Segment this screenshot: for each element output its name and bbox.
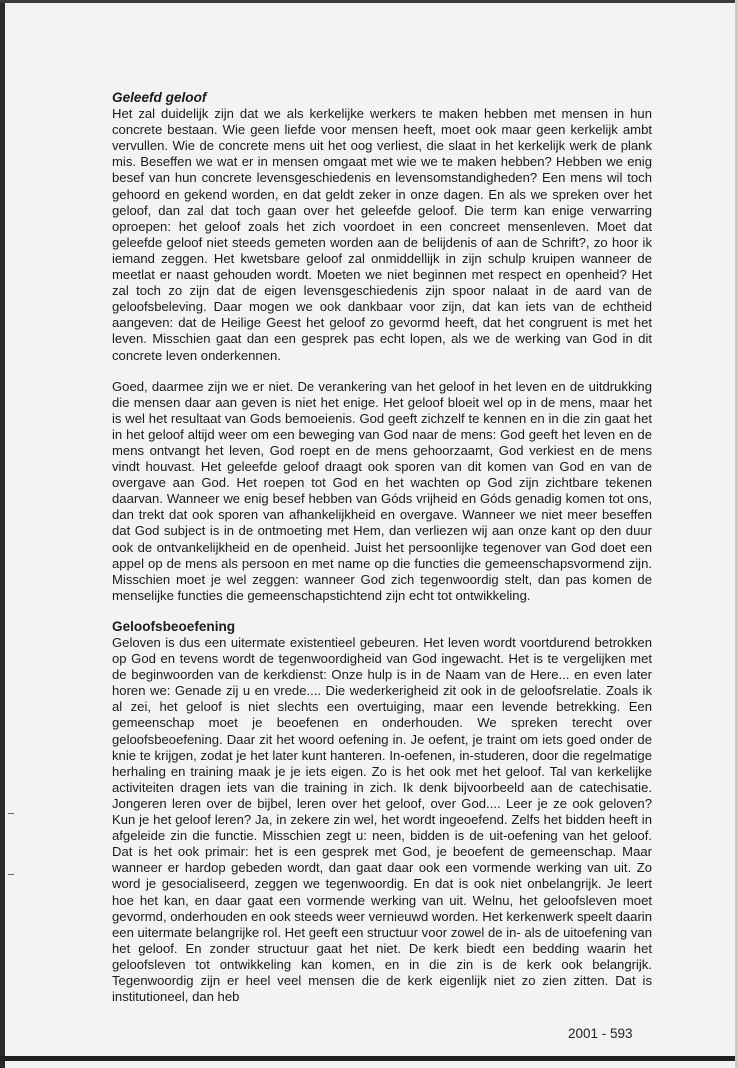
paragraph: Het zal duidelijk zijn dat we als kerkelijke werkers te maken hebben met mensen in hun concrete bestaan. Wie geen liefde voor mensen heeft, moet ook maar geen kerkelijk ambt vervullen. Wie de concrete mens uit het oog verliest, die slaat in het kerkelijk werk de plank mis. Beseffen we wat er in mensen omgaat met wie we te maken hebben? Hebben we enig besef van hun concrete levensgeschiedenis en levensomstandigheden? Een mens wil toch gehoord en gekend worden, en dat geldt zeker in onze dagen. En als we spreken over het geloof, dan zal dat toch gaan over het geleefde geloof. Die term kan enige verwarring oproepen: het geloof zoals het zich voordoet in een concreet mensenleven. Moet dat geleefde geloof niet steeds gemeten worden aan de belijdenis of aan de Schrift?, zo hoor ik iemand zeggen. Het kwetsbare geloof zal onmiddellijk in zijn schulp kruipen wanneer de meetlat er naast gehouden wordt. Moeten we niet beginnen met respect en openheid? Het zal toch zo zijn dat de eigen levensgeschiedenis zijn spoor nalaat in de aard van de geloofsbeleving. Daar mogen we ook dankbaar voor zijn, dat kan iets van de echtheid aangeven: dat de Heilige Geest het geloof zo gevormd heeft, dat het congruent is met het leven. Misschien gaat dan een gesprek pas echt lopen, als we de werking van God in dit concrete leven onderkennen. [112, 106, 652, 363]
section-heading: Geleefd geloof [112, 90, 207, 105]
scan-edge-bottom [0, 1056, 738, 1061]
margin-mark [8, 813, 14, 814]
page-number: 2001 - 593 [568, 1026, 633, 1041]
margin-mark [8, 874, 14, 875]
article-body [112, 90, 652, 1020]
paragraph: Goed, daarmee zijn we er niet. De verankering van het geloof in het leven en de uitdrukking die mensen daar aan geven is niet het enige. Het geloof bloeit wel op in de mens, maar het is wel het resultaat van Gods bemoeienis. God geeft zichzelf te kennen en in die zin gaat het in het geloof altijd weer om een beweging van God naar de mens: God geeft het leven en de mens ontvangt het leven, God roept en de mens gehoorzaamt, God verkiest en de mens vindt houvast. Het geleefde geloof draagt ook sporen van dit komen van God en van de overgave aan God. Het roepen tot God en het wachten op God zijn zichtbare tekenen daarvan. Wanneer we enig besef hebben van Góds vrijheid en Góds genadig komen tot ons, dan trekt dat ook sporen van afhankelijkheid en overgave. Wanneer we niet meer beseffen dat God subject is in de ontmoeting met Hem, dan verliezen wij aan onze kant op den duur ook de ontvankelijkheid en de openheid. Juist het persoonlijke tegenover van God doet een appel op de mens als persoon en met name op die functies die gemeenschapsvormend zijn. Misschien moet je wel zeggen: wanneer God zich tegenwoordig stelt, dan pas komen de menselijke functies die gemeenschapstichtend zijn echt tot ontwikkeling. [112, 378, 652, 603]
scan-edge-top [0, 0, 738, 3]
section-heading: Geloofsbeoefening [112, 618, 236, 634]
paragraph: Geloven is dus een uitermate existentieel gebeuren. Het leven wordt voortdurend betrokken op God en tevens wordt de tegenwoordigheid van God ingewacht. Het is te vergelijken met de beginwoorden van de kerkdienst: Onze hulp is in de Naam van de Here... en even later horen we: Genade zij u en vrede.... Die wederkerigheid zit ook in de geloofsrelatie. Zoals ik al zei, het geloof is niet slechts een overtuiging, maar een levende betrekking. Een gemeenschap moet je beoefenen en onderhouden. We spreken terecht over geloofsbeoefening. Daar zit het woord oefening in. Je oefent, je traint om iets goed onder de knie te krijgen, zodat je het later kunt hanteren. In-oefenen, in-studeren, door die regelmatige herhaling en training maak je je iets eigen. Zo is het ook met het geloof. Tal van kerkelijke activiteiten dragen iets van die training in zich. Ik denk bijvoorbeeld aan de catechisatie. Jongeren leren over de bijbel, leren over het geloof, over God.... Leer je ze ook geloven? Kun je het geloof leren? Ja, in zekere zin wel, het wordt ingeoefend. Zelfs het bidden heeft in afgeleide zin die functie. Misschien zegt u: neen, bidden is de uit-oefening van het geloof. Dat is het ook primair: het is een gesprek met God, je beoefent de gemeenschap. Maar wanneer er hardop gebeden wordt, dan gaat daar ook een vormende werking van uit. Zo word je gesocialiseerd, zeggen we tegenwoordig. En dat is ook niet onbelangrijk. Je leert hoe het kan, en daar gaat een vormende werking van uit. Welnu, het geloofsleven moet gevormd, onderhouden en ook steeds weer vernieuwd worden. Het kerkenwerk speelt daarin een uitermate belangrijke rol. Het geeft een structuur voor zowel de in- als de uitoefening van het geloof. En zonder structuur gaat het niet. De kerk biedt een bedding waarin het geloofsleven tot ontwikkeling kan komen, en in die zin is de kerk ook belangrijk. Tegenwoordig zijn er heel veel mensen die de kerk eigenlijk niet zo zien zitten. Dat is institutioneel, dan heb [112, 635, 652, 1005]
scan-edge-left [0, 0, 5, 1068]
